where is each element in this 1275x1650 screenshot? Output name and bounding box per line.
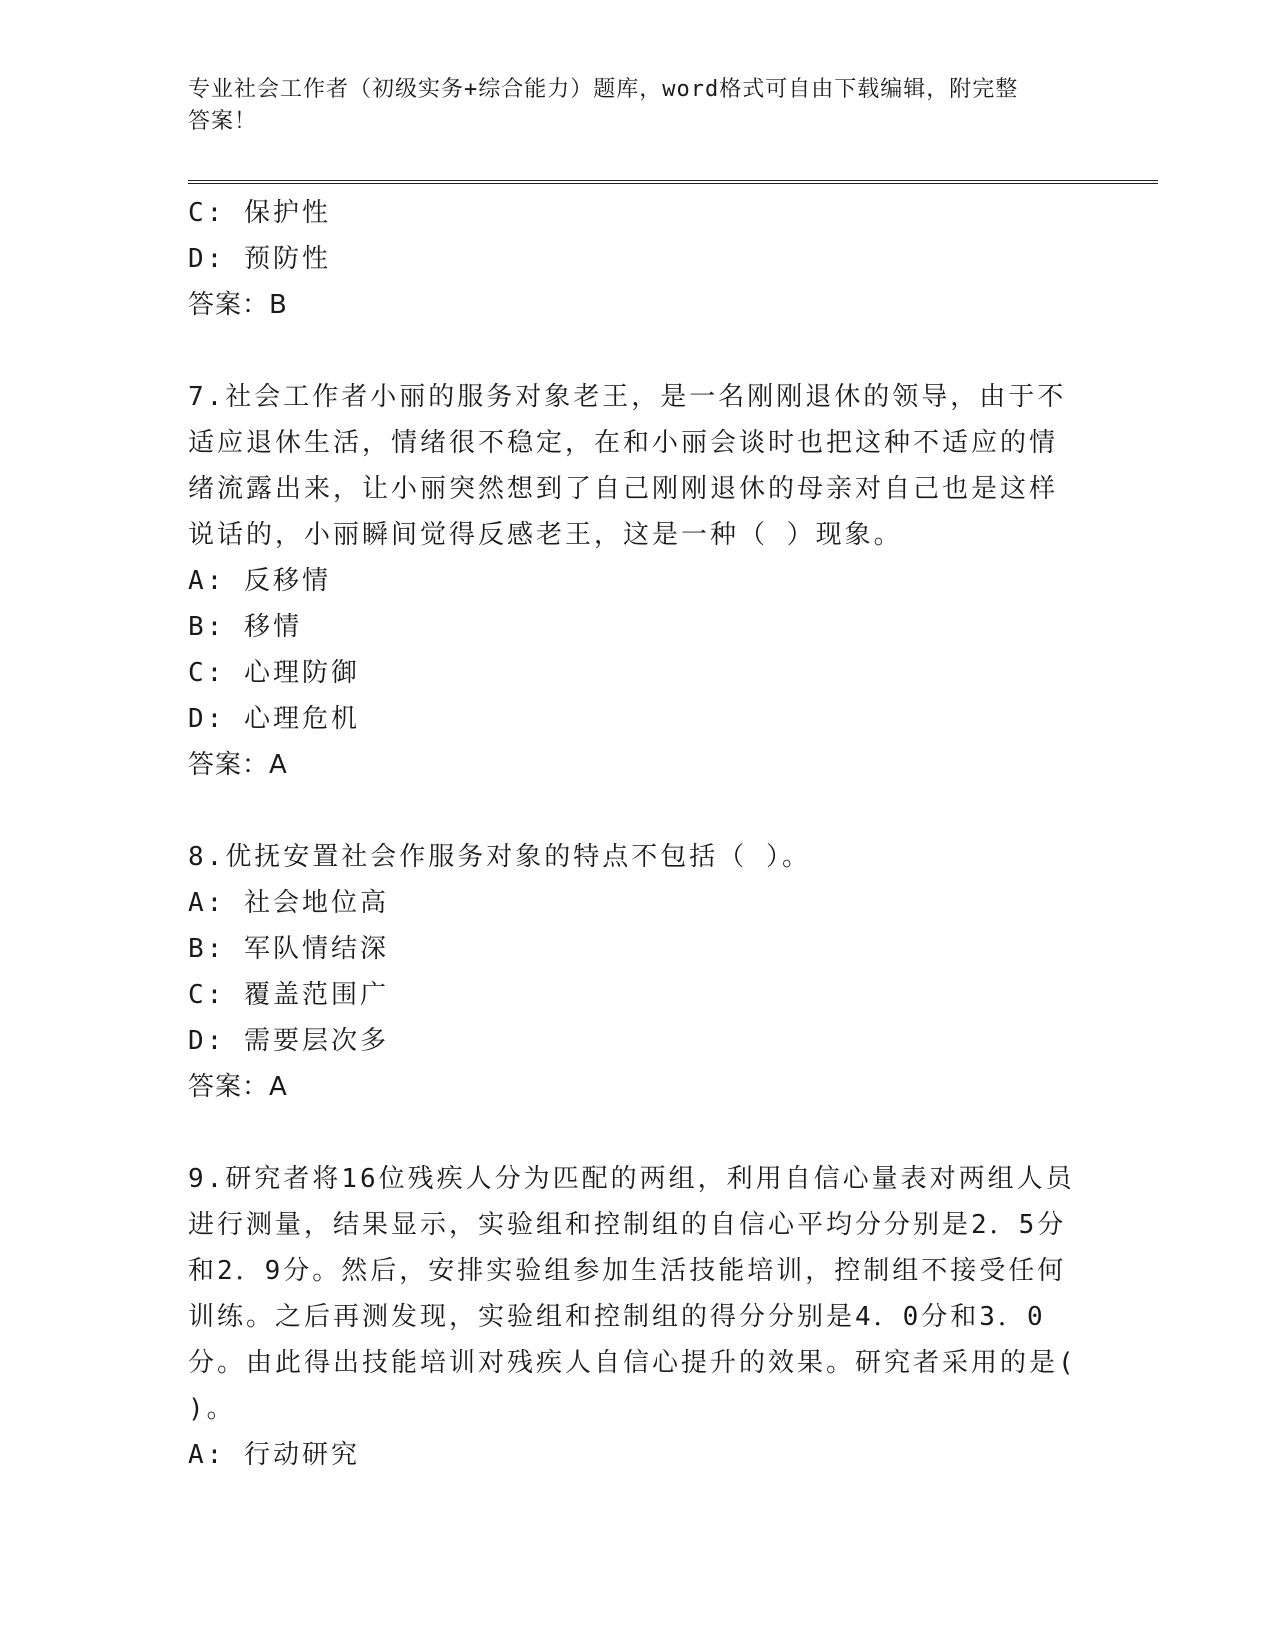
question-9-line: 9.研究者将16位残疾人分为匹配的两组，利用自信心量表对两组人员 <box>188 1164 1075 1194</box>
page-header <box>188 74 1088 138</box>
question-7-option-a: A: 反移情 <box>188 566 331 596</box>
spacer <box>188 1110 1088 1156</box>
question-7-line: 适应退休生活，情绪很不稳定，在和小丽会谈时也把这种不适应的情 <box>188 428 1059 458</box>
question-7-line: 说话的，小丽瞬间觉得反感老王，这是一种（ ）现象。 <box>188 520 903 550</box>
question-8-option-d: D: 需要层次多 <box>188 1026 389 1056</box>
question-8-option-c: C: 覆盖范围广 <box>188 980 389 1010</box>
question-9-option-a: A: 行动研究 <box>188 1440 360 1470</box>
question-9-line: )。 <box>188 1394 236 1424</box>
header-line-1: 专业社会工作者（初级实务+综合能力）题库，word格式可自由下载编辑，附完整 <box>188 77 1019 102</box>
answer-line: 答案：B <box>188 290 288 320</box>
question-7-option-b: B: 移情 <box>188 612 302 642</box>
question-8-line: 8.优抚安置社会作服务对象的特点不包括（ ）。 <box>188 842 811 872</box>
option-c: C: 保护性 <box>188 198 331 228</box>
question-8-text <box>188 834 1068 880</box>
question-content <box>188 190 1088 1478</box>
question-8-answer: 答案：A <box>188 1072 288 1102</box>
question-7-line: 7.社会工作者小丽的服务对象老王，是一名刚刚退休的领导，由于不 <box>188 382 1067 412</box>
question-9-line: 训练。之后再测发现，实验组和控制组的得分分别是4．0分和3．0 <box>188 1302 1046 1332</box>
question-9-line: 进行测量，结果显示，实验组和控制组的自信心平均分分别是2．5分 <box>188 1210 1067 1240</box>
question-9-text <box>188 1156 1077 1432</box>
question-7-text <box>188 374 1068 558</box>
header-divider <box>188 180 1158 184</box>
question-8-option-a: A: 社会地位高 <box>188 888 389 918</box>
question-9-line: 分。由此得出技能培训对残疾人自信心提升的效果。研究者采用的是( <box>188 1348 1077 1378</box>
question-7-option-d: D: 心理危机 <box>188 704 360 734</box>
question-7-line: 绪流露出来，让小丽突然想到了自己刚刚退休的母亲对自己也是这样 <box>188 474 1059 504</box>
option-d: D: 预防性 <box>188 244 331 274</box>
header-line-2: 答案！ <box>188 109 258 134</box>
question-7-answer: 答案：A <box>188 750 288 780</box>
spacer <box>188 328 1088 374</box>
question-9-line: 和2．9分。然后，安排实验组参加生活技能培训，控制组不接受任何 <box>188 1256 1067 1286</box>
spacer <box>188 788 1088 834</box>
question-7-option-c: C: 心理防御 <box>188 658 360 688</box>
question-8-option-b: B: 军队情结深 <box>188 934 389 964</box>
